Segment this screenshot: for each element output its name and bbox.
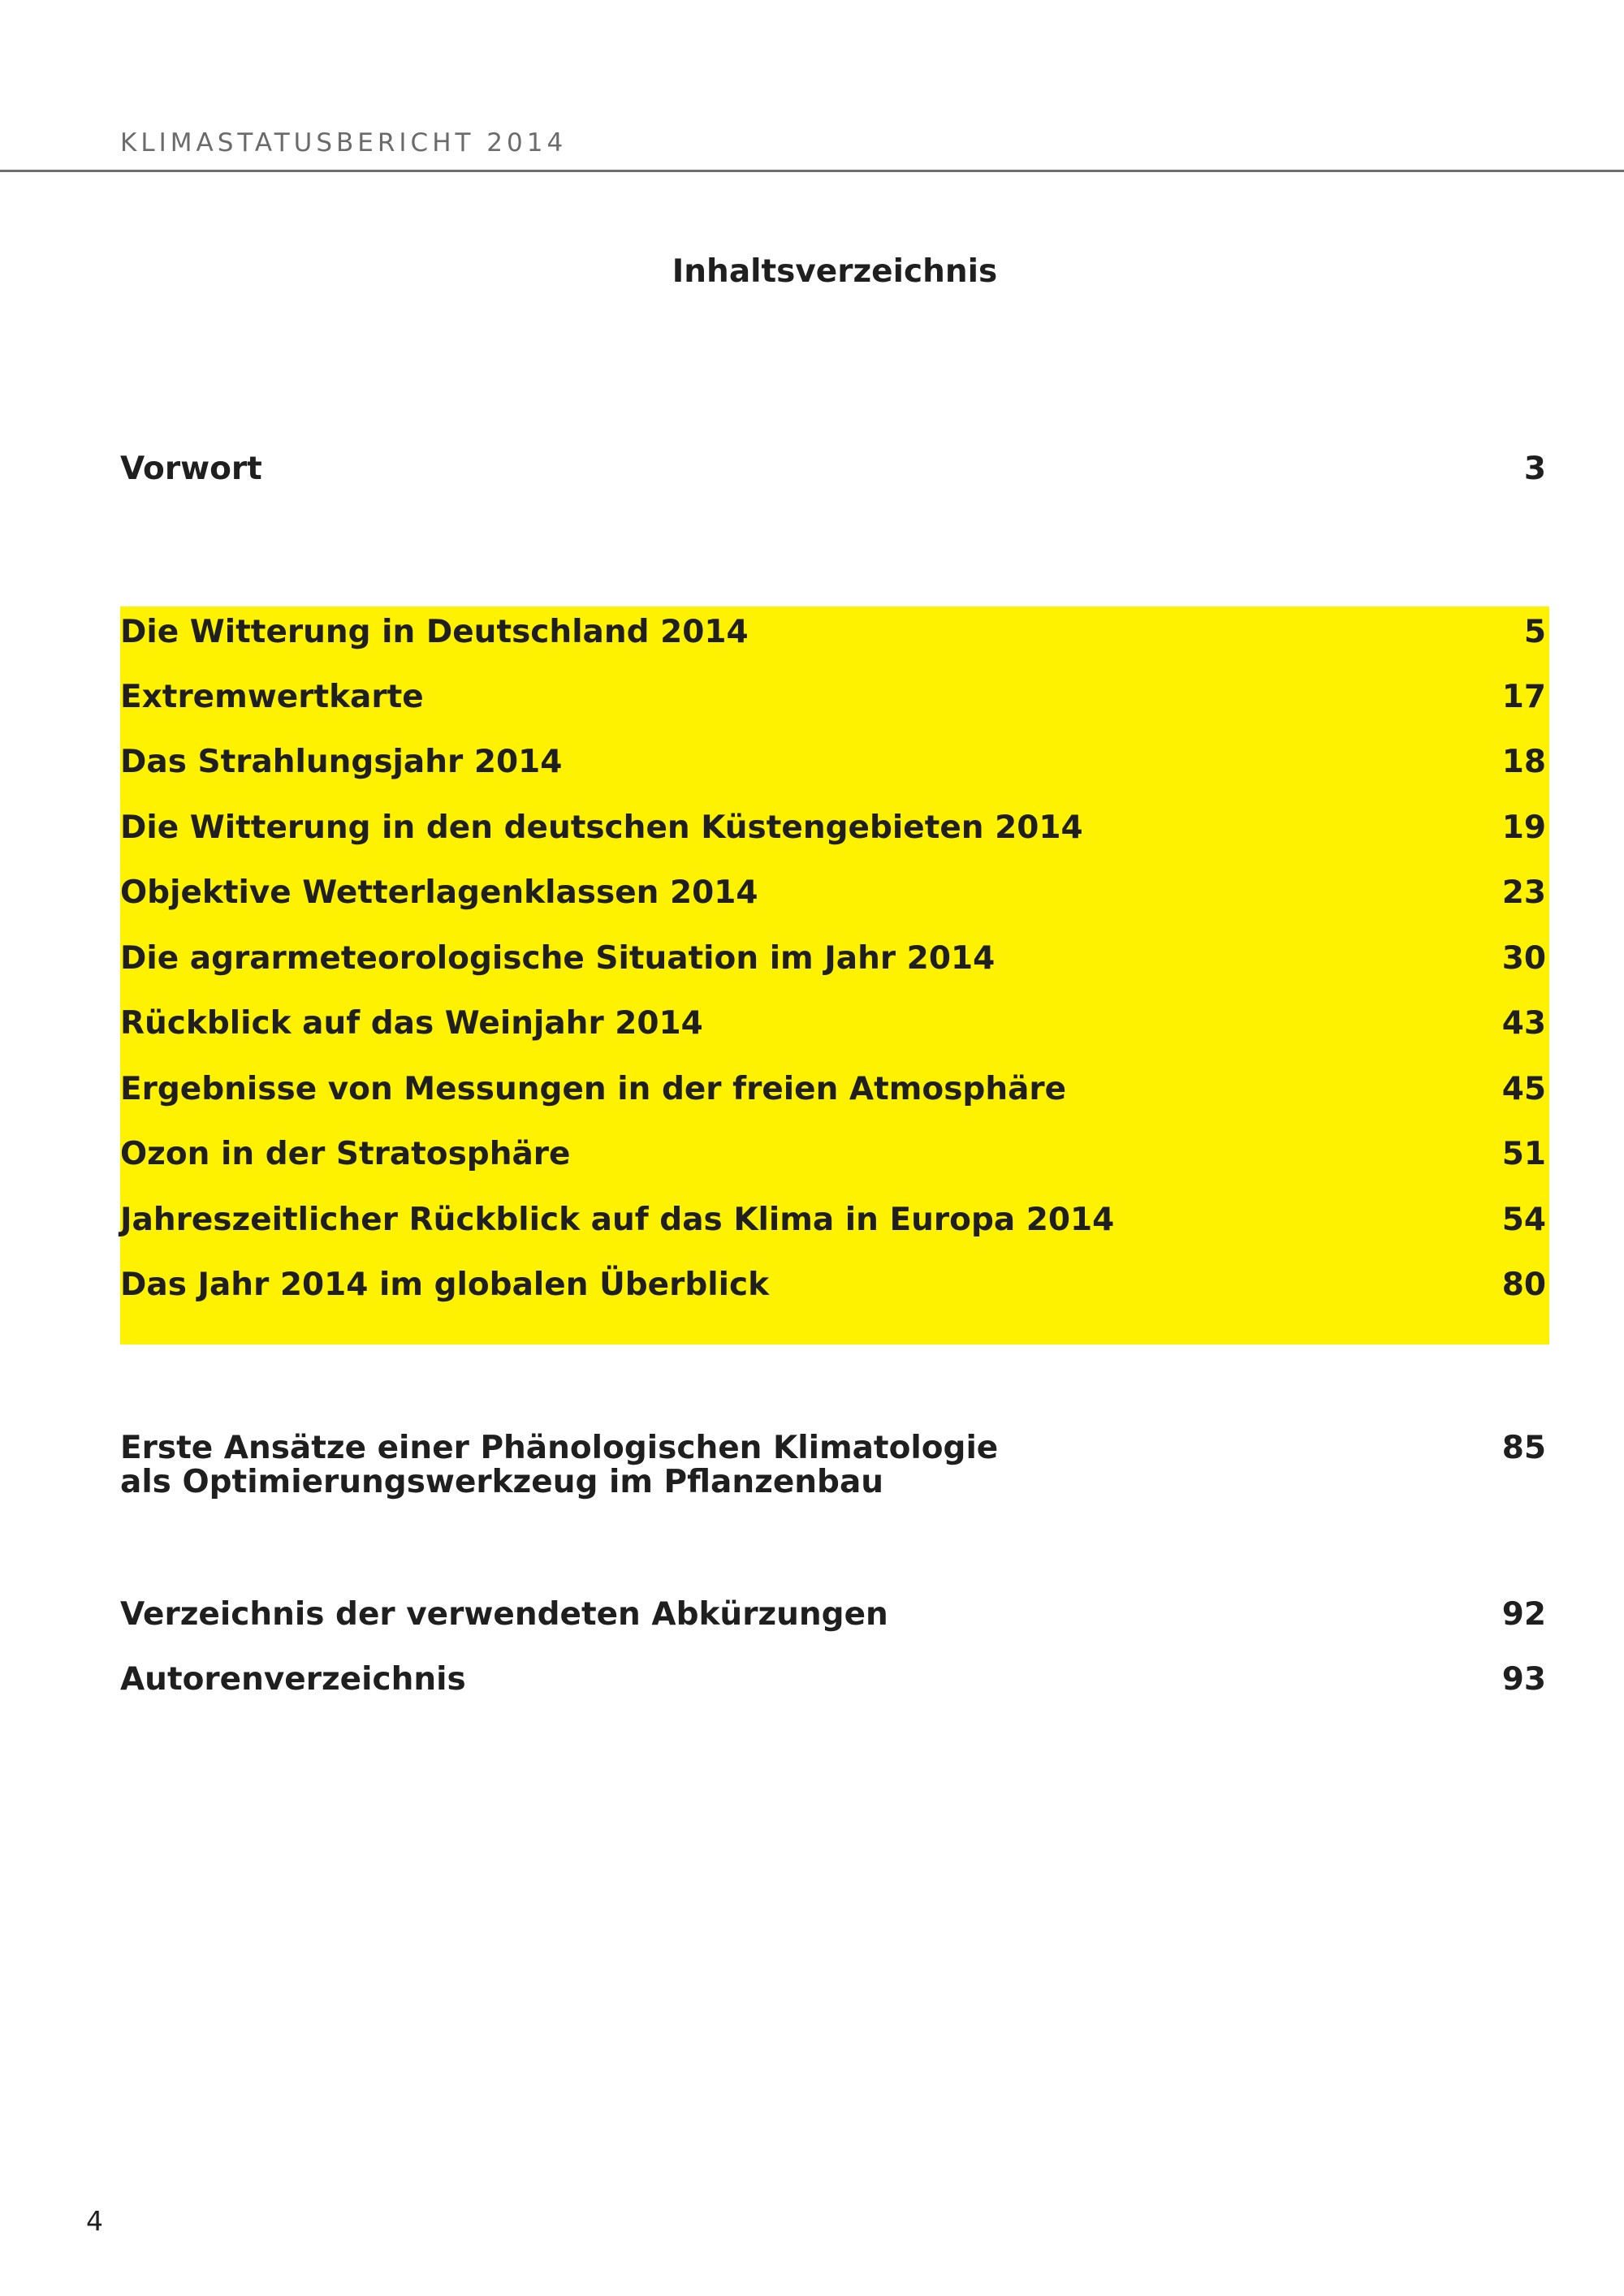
toc-entry[interactable] — [120, 1201, 1546, 1266]
toc-entry[interactable] — [120, 613, 1546, 678]
toc-entry-page: 54 — [1501, 1202, 1546, 1238]
toc-entry-label: Das Jahr 2014 im globalen Überblick — [120, 1267, 770, 1303]
toc-entry-label-line2: als Optimierungswerkzeug im Pflanzenbau — [120, 1464, 884, 1500]
toc-entry[interactable] — [120, 939, 1546, 1004]
toc-entry-label: Das Strahlungsjahr 2014 — [120, 744, 563, 780]
header-rule — [0, 170, 1624, 172]
toc-entry-page: 3 — [1523, 451, 1546, 487]
toc-entry-page: 17 — [1501, 679, 1546, 715]
toc-entry-vorwort[interactable] — [120, 450, 1546, 515]
page-number: 4 — [86, 2205, 103, 2237]
toc-entry[interactable] — [120, 1135, 1546, 1200]
toc-title: Inhaltsverzeichnis — [672, 253, 998, 290]
toc-entry[interactable] — [120, 743, 1546, 808]
toc-entry[interactable] — [120, 809, 1546, 874]
toc-entry-label: Vorwort — [120, 451, 262, 487]
toc-entry-page: 30 — [1501, 940, 1546, 977]
toc-entry-page: 43 — [1501, 1005, 1546, 1042]
toc-entry-label: Ozon in der Stratosphäre — [120, 1136, 571, 1172]
toc-entry-page: 80 — [1501, 1267, 1546, 1303]
toc-entry-page: 5 — [1523, 614, 1546, 650]
toc-entry-page: 18 — [1501, 744, 1546, 780]
toc-entry-label: Ergebnisse von Messungen in der freien Atmosphäre — [120, 1071, 1067, 1107]
toc-entry-label: Rückblick auf das Weinjahr 2014 — [120, 1005, 703, 1042]
toc-entry-page: 93 — [1501, 1661, 1546, 1698]
toc-entry-label: Jahreszeitlicher Rückblick auf das Klima in Europa 2014 — [120, 1202, 1115, 1238]
toc-entry-phaenologie[interactable] — [120, 1431, 1546, 1504]
toc-entry[interactable] — [120, 678, 1546, 743]
toc-entry-page: 92 — [1501, 1596, 1546, 1633]
toc-entry-abkuerzungen[interactable] — [120, 1595, 1546, 1660]
toc-entry-label: Die Witterung in Deutschland 2014 — [120, 614, 749, 650]
toc-entry-label: Autorenverzeichnis — [120, 1661, 466, 1698]
toc-entry-page: 51 — [1501, 1136, 1546, 1172]
toc-entry-label: Objektive Wetterlagenklassen 2014 — [120, 874, 758, 911]
toc-highlighted-section — [120, 606, 1549, 1344]
toc-entry-label: Extremwertkarte — [120, 679, 424, 715]
running-header: KLIMASTATUSBERICHT 2014 — [120, 128, 568, 158]
toc-entry-autoren[interactable] — [120, 1660, 1546, 1725]
toc-entry-page: 85 — [1501, 1430, 1546, 1466]
toc-entry[interactable] — [120, 1070, 1546, 1135]
toc-entry[interactable] — [120, 1004, 1546, 1069]
toc-entry-page: 23 — [1501, 874, 1546, 911]
toc-entry-label: Die Witterung in den deutschen Küstengebieten 2014 — [120, 809, 1083, 846]
toc-entry-label-line1: Erste Ansätze einer Phänologischen Klimatologie — [120, 1430, 999, 1466]
toc-entry[interactable] — [120, 1266, 1546, 1331]
toc-entry-page: 19 — [1501, 809, 1546, 846]
toc-entry-label: Verzeichnis der verwendeten Abkürzungen — [120, 1596, 888, 1633]
toc-entry[interactable] — [120, 874, 1546, 939]
toc-entry-label: Die agrarmeteorologische Situation im Jahr 2014 — [120, 940, 996, 977]
toc-entry-label — [120, 1431, 998, 1500]
toc-entry-page: 45 — [1501, 1071, 1546, 1107]
